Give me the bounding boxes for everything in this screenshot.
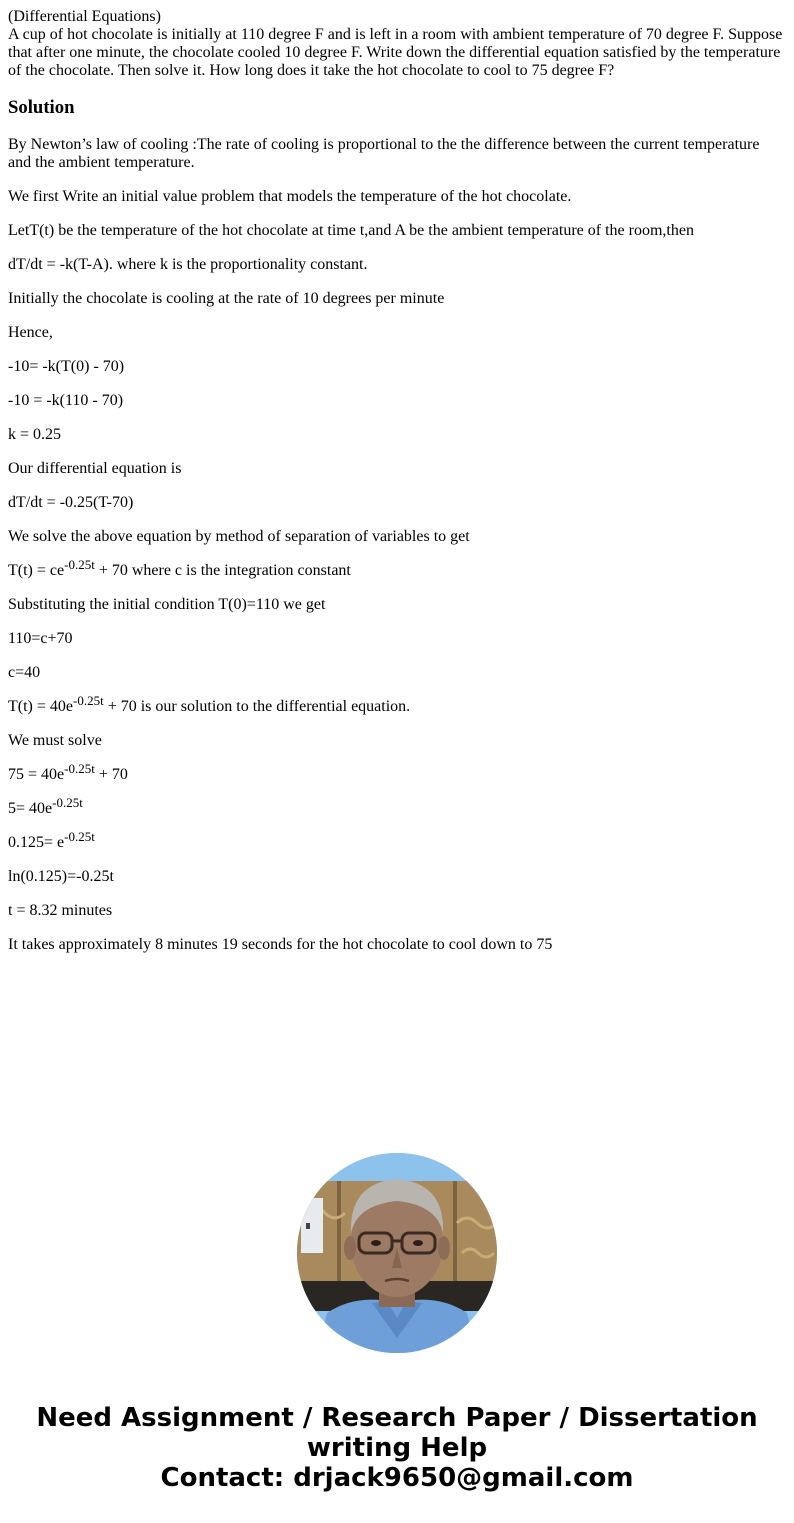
solution-step: We must solve bbox=[8, 732, 102, 749]
question-topic: (Differential Equations) bbox=[8, 8, 161, 25]
solution-step-equation: $5= 40e^{-0.25t}$ bbox=[8, 795, 83, 817]
author-avatar bbox=[297, 1153, 497, 1353]
solution-step: Our differential equation is bbox=[8, 460, 182, 477]
solution-step-equation: $0.125= e^{-0.25t}$ bbox=[8, 829, 95, 851]
question-text: A cup of hot chocolate is initially at 110 degree F and is left in a room with ambient temperature of 70 degree F. Suppose that after one minute, the chocolate cooled 10 degree F. Write down the differential equation satisfied by the temperature of the chocolate. Then solve it. How long does it take the hot chocolate to cool to 75 degree F? bbox=[8, 26, 783, 79]
exponent: -0.25t bbox=[64, 761, 95, 776]
solution-step: dT/dt = -k(T-A). where k is the proportionality constant. bbox=[8, 256, 368, 273]
solution-step: -10= -k(T(0) - 70) bbox=[8, 358, 125, 375]
promo-banner bbox=[0, 1403, 794, 1493]
solution-step: LetT(t) be the temperature of the hot chocolate at time t,and A be the ambient temperature of the room,then bbox=[8, 222, 694, 239]
question-block bbox=[8, 8, 786, 80]
solution-step: c=40 bbox=[8, 664, 41, 681]
solution-step: ln(0.125)=-0.25t bbox=[8, 868, 114, 885]
solution-step: k = 0.25 bbox=[8, 426, 62, 443]
solution-step: Initially the chocolate is cooling at the rate of 10 degrees per minute bbox=[8, 290, 445, 307]
solution-step: -10 = -k(110 - 70) bbox=[8, 392, 124, 409]
solution-step: Hence, bbox=[8, 324, 53, 341]
author-photo-icon bbox=[297, 1153, 497, 1353]
solution-step: We solve the above equation by method of separation of variables to get bbox=[8, 528, 470, 545]
solution-step-equation: $T(t) = ce^{-0.25t} + 70$ where c is the integration constant bbox=[8, 557, 351, 579]
exponent: -0.25t bbox=[64, 829, 95, 844]
solution-step: We first Write an initial value problem that models the temperature of the hot chocolate. bbox=[8, 188, 572, 205]
solution-heading: Solution bbox=[8, 97, 75, 118]
solution-step: t = 8.32 minutes bbox=[8, 902, 113, 919]
exponent: -0.25t bbox=[64, 557, 95, 572]
solution-step-equation: $T(t) = 40e^{-0.25t} + 70$ is our solution to the differential equation. bbox=[8, 693, 411, 715]
solution-step-equation: $75 = 40e^{-0.25t} + 70$ bbox=[8, 761, 128, 783]
solution-step: By Newton’s law of cooling :The rate of cooling is proportional to the the difference between the current temperature and the ambient temperature. bbox=[8, 136, 760, 171]
solution-step: Substituting the initial condition T(0)=110 we get bbox=[8, 596, 326, 613]
solution-steps bbox=[8, 136, 786, 954]
solution-step: It takes approximately 8 minutes 19 seconds for the hot chocolate to cool down to 75 bbox=[8, 936, 553, 953]
promo-line-1: Need Assignment / Research Paper / Dissertation bbox=[36, 1403, 758, 1433]
exponent: -0.25t bbox=[73, 693, 104, 708]
solution-step: dT/dt = -0.25(T-70) bbox=[8, 494, 134, 511]
document-body bbox=[8, 8, 786, 954]
promo-contact: Contact: drjack9650@gmail.com bbox=[160, 1463, 634, 1493]
promo-line-2: writing Help bbox=[306, 1433, 488, 1463]
solution-step: 110=c+70 bbox=[8, 630, 73, 647]
exponent: -0.25t bbox=[52, 795, 83, 810]
